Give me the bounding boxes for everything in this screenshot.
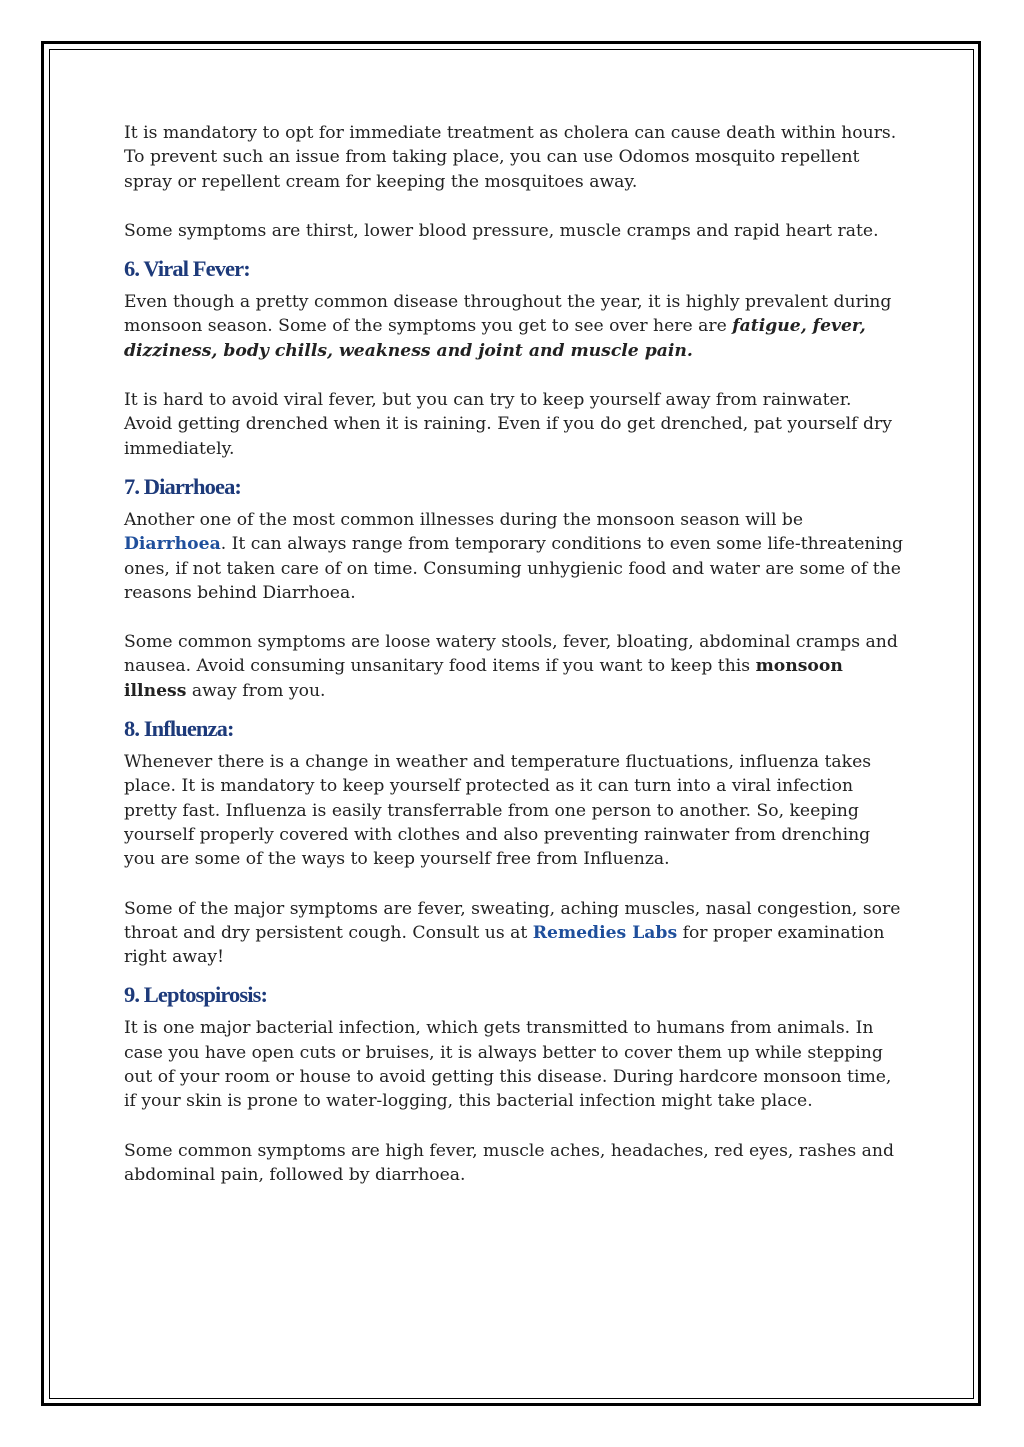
heading-diarrhoea: 7. Diarrhoea:: [124, 473, 242, 499]
viral-fever-text: Even though a pretty common disease throughout the year, it is highly prevalent during monsoon season. Some of the symptoms you get to see over here are: [124, 292, 892, 337]
influenza-paragraph-2: [124, 897, 904, 970]
heading-leptospirosis: 9. Leptospirosis:: [124, 982, 268, 1008]
section-diarrhoea: [124, 461, 904, 703]
viral-fever-paragraph-1: [124, 290, 904, 363]
section-influenza: [124, 703, 904, 969]
diarrhoea-paragraph-2: [124, 630, 904, 703]
diarrhoea-paragraph-1: [124, 508, 904, 605]
diarrhoea-text-lead: Another one of the most common illnesses during the monsoon season will be: [124, 509, 804, 530]
diarrhoea-link[interactable]: Diarrhoea: [124, 534, 221, 555]
diarrhoea-symptoms-tail: away from you.: [186, 680, 326, 701]
leptospirosis-paragraph-2: Some common symptoms are high fever, muscle aches, headaches, red eyes, rashes and abdominal pain, followed by diarrhoea.: [124, 1140, 894, 1185]
viral-fever-paragraph-2: It is hard to avoid viral fever, but you can try to keep yourself away from rainwater. Avoid getting drenched when it is raining. Even if you do get drenched, pat yourself dry immediately.: [124, 390, 892, 459]
influenza-symptoms-text: Some of the major symptoms are fever, sweating, aching muscles, nasal congestion, sore throat and dry persistent cough. Consult us at: [124, 898, 901, 943]
heading-viral-fever: 6. Viral Fever:: [124, 256, 250, 282]
document-body: [124, 121, 904, 1187]
section-leptospirosis: [124, 969, 904, 1187]
influenza-paragraph-1: Whenever there is a change in weather and temperature fluctuations, influenza takes place. It is mandatory to keep yourself protected as it can turn into a viral infection pretty fast. Influenza is easily transferrable from one person to another. So, keeping yourself properly covered with clothes and also preventing rainwater from drenching you are some of the ways to keep yourself free from Influenza.: [124, 752, 872, 870]
diarrhoea-text-tail: . It can always range from temporary conditions to even some life-threatening ones, if not taken care of on time. Consuming unhygienic food and water are some of the reasons behind Diarrhoea.: [124, 534, 904, 603]
remedies-labs-link[interactable]: Remedies Labs: [532, 922, 678, 943]
section-viral-fever: [124, 243, 904, 461]
intro-paragraph-2: Some symptoms are thirst, lower blood pressure, muscle cramps and rapid heart rate.: [124, 220, 879, 241]
diarrhoea-symptoms-text: Some common symptoms are loose watery stools, fever, bloating, abdominal cramps and nausea. Avoid consuming unsanitary food items if you want to keep this: [124, 632, 898, 677]
viral-fever-symptoms-emphasis: fatigue, fever, dizziness, body chills, weakness and joint and muscle pain.: [124, 316, 866, 361]
heading-influenza: 8. Influenza:: [124, 716, 234, 742]
intro-paragraph-1: It is mandatory to opt for immediate treatment as cholera can cause death within hours. To prevent such an issue from taking place, you can use Odomos mosquito repellent spray or repellent cream for keeping the mosquitoes away.: [124, 123, 897, 192]
influenza-symptoms-tail: for proper examination right away!: [124, 922, 885, 968]
leptospirosis-paragraph-1: It is one major bacterial infection, which gets transmitted to humans from animals. In case you have open cuts or bruises, it is always better to cover them up while stepping out of your room or house to avoid getting this disease. During hardcore monsoon time, if your skin is prone to water-logging, this bacterial infection might take place.: [124, 1018, 892, 1112]
monsoon-illness-emphasis: monsoon illness: [124, 656, 843, 701]
